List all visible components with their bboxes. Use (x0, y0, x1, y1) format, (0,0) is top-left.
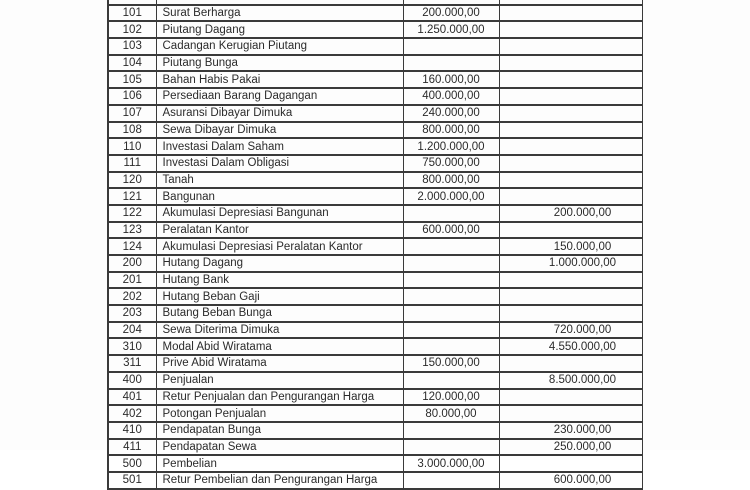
table-row (108, 88, 642, 105)
debit-amount (403, 38, 499, 55)
table-row (108, 255, 642, 272)
account-code: 401 (108, 389, 156, 406)
account-name: Bangunan (156, 188, 403, 205)
credit-amount (499, 338, 642, 355)
debit-amount (403, 71, 499, 88)
account-name: Potongan Penjualan (156, 405, 403, 422)
account-code: 310 (108, 338, 156, 355)
debit-value: 80.000,00 (425, 407, 477, 420)
credit-value: 600.000,00 (553, 474, 612, 487)
debit-value: 1.250.000,00 (417, 23, 485, 36)
debit-value: 750.000,00 (422, 157, 480, 170)
account-code: 500 (108, 455, 156, 472)
debit-amount (403, 422, 499, 439)
debit-amount (403, 5, 499, 22)
credit-amount (499, 372, 642, 389)
account-name: Penjualan (156, 372, 403, 389)
account-name: Hutang Beban Gaji (156, 288, 403, 305)
debit-amount (403, 205, 499, 222)
debit-value: 240.000,00 (422, 107, 480, 120)
debit-amount (403, 188, 499, 205)
debit-amount (403, 455, 499, 472)
debit-value: 1.200.000,00 (417, 140, 485, 153)
debit-value: 600.000,00 (422, 223, 480, 236)
credit-amount (499, 188, 642, 205)
account-code: 111 (108, 155, 156, 172)
table-row (108, 238, 642, 255)
debit-value: 2.000.000,00 (417, 190, 485, 203)
credit-value: 200.000,00 (553, 207, 612, 220)
table-row (108, 55, 642, 72)
credit-value: 250.000,00 (553, 440, 612, 453)
account-code: 501 (108, 472, 156, 489)
credit-amount (499, 288, 642, 305)
debit-amount (403, 338, 499, 355)
credit-value: 4.550.000,00 (548, 340, 617, 353)
credit-value: 8.500.000,00 (548, 374, 617, 387)
account-code: 107 (108, 105, 156, 122)
account-name: Akumulasi Depresiasi Peralatan Kantor (156, 238, 403, 255)
credit-amount (499, 138, 642, 155)
account-name: Asuransi Dibayar Dimuka (156, 105, 403, 122)
table-row (108, 355, 642, 372)
debit-amount (403, 172, 499, 189)
account-code: 202 (108, 288, 156, 305)
table-row (108, 138, 642, 155)
debit-amount (403, 138, 499, 155)
account-name: Bahan Habis Pakai (156, 71, 403, 88)
table-row (108, 222, 642, 239)
account-name: Peralatan Kantor (156, 222, 403, 239)
account-name: Pendapatan Sewa (156, 439, 403, 456)
account-code: 204 (108, 322, 156, 339)
credit-amount (499, 389, 642, 406)
debit-amount (403, 105, 499, 122)
account-name: Pendapatan Bunga (156, 422, 403, 439)
debit-value: 400.000,00 (422, 90, 480, 103)
debit-amount (403, 122, 499, 139)
table-row (108, 172, 642, 189)
credit-amount (499, 255, 642, 272)
debit-amount (403, 439, 499, 456)
debit-amount (403, 389, 499, 406)
account-code: 411 (108, 439, 156, 456)
credit-amount (499, 5, 642, 22)
credit-amount (499, 422, 642, 439)
debit-amount (403, 472, 499, 489)
account-name: Retur Penjualan dan Pengurangan Harga (156, 389, 403, 406)
table-row (108, 288, 642, 305)
credit-amount (499, 472, 642, 489)
account-name: Investasi Dalam Saham (156, 138, 403, 155)
debit-amount (403, 305, 499, 322)
credit-amount (499, 322, 642, 339)
table-row (108, 155, 642, 172)
debit-amount (403, 238, 499, 255)
table-row (108, 305, 642, 322)
table-row (108, 105, 642, 122)
debit-amount (403, 21, 499, 38)
account-code: 105 (108, 71, 156, 88)
ledger-body (108, 0, 642, 489)
account-code: 123 (108, 222, 156, 239)
account-code: 102 (108, 21, 156, 38)
debit-amount (403, 372, 499, 389)
debit-amount (403, 272, 499, 289)
account-name: Akumulasi Depresiasi Bangunan (156, 205, 403, 222)
account-name: Cadangan Kerugian Piutang (156, 38, 403, 55)
table-row (108, 205, 642, 222)
table-row (108, 188, 642, 205)
table-row (108, 71, 642, 88)
account-name: Retur Pembelian dan Pengurangan Harga (156, 472, 403, 489)
table-row (108, 439, 642, 456)
account-code: 110 (108, 138, 156, 155)
account-code: 101 (108, 5, 156, 22)
account-code: 124 (108, 238, 156, 255)
credit-amount (499, 305, 642, 322)
credit-amount (499, 405, 642, 422)
debit-amount (403, 355, 499, 372)
debit-value: 3.000.000,00 (417, 457, 485, 470)
credit-amount (499, 238, 642, 255)
credit-amount (499, 272, 642, 289)
credit-amount (499, 205, 642, 222)
account-name: Surat Berharga (156, 5, 403, 22)
debit-value: 150.000,00 (422, 357, 480, 370)
table-row (108, 372, 642, 389)
debit-value: 800.000,00 (422, 173, 480, 186)
table-row (108, 405, 642, 422)
account-name: Piutang Dagang (156, 21, 403, 38)
debit-amount (403, 255, 499, 272)
account-name: Hutang Dagang (156, 255, 403, 272)
account-name: Modal Abid Wiratama (156, 338, 403, 355)
account-code: 121 (108, 188, 156, 205)
account-code: 200 (108, 255, 156, 272)
credit-amount (499, 105, 642, 122)
table-row (108, 455, 642, 472)
credit-amount (499, 355, 642, 372)
credit-amount (499, 455, 642, 472)
account-code: 108 (108, 122, 156, 139)
table-row (108, 472, 642, 489)
debit-value: 200.000,00 (422, 7, 480, 20)
account-code: 410 (108, 422, 156, 439)
account-name: Piutang Bunga (156, 55, 403, 72)
debit-amount (403, 155, 499, 172)
account-name: Hutang Bank (156, 272, 403, 289)
credit-value: 150.000,00 (553, 240, 612, 253)
table-row (108, 21, 642, 38)
account-code: 122 (108, 205, 156, 222)
account-name: Sewa Diterima Dimuka (156, 322, 403, 339)
account-code: 201 (108, 272, 156, 289)
debit-amount (403, 322, 499, 339)
account-name: Tanah (156, 172, 403, 189)
debit-amount (403, 405, 499, 422)
credit-value: 230.000,00 (553, 424, 612, 437)
account-code: 402 (108, 405, 156, 422)
debit-amount (403, 288, 499, 305)
account-code: 104 (108, 55, 156, 72)
debit-amount (403, 55, 499, 72)
credit-amount (499, 439, 642, 456)
credit-amount (499, 88, 642, 105)
credit-amount (499, 155, 642, 172)
account-name: Prive Abid Wiratama (156, 355, 403, 372)
credit-value: 1.000.000,00 (548, 257, 617, 270)
debit-value: 120.000,00 (422, 390, 480, 403)
credit-amount (499, 172, 642, 189)
account-code: 106 (108, 88, 156, 105)
table-row (108, 422, 642, 439)
credit-amount (499, 21, 642, 38)
table-row (108, 272, 642, 289)
account-code: 203 (108, 305, 156, 322)
account-name: Butang Beban Bunga (156, 305, 403, 322)
debit-value: 160.000,00 (422, 73, 480, 86)
table-row (108, 38, 642, 55)
credit-amount (499, 55, 642, 72)
debit-value: 800.000,00 (422, 123, 480, 136)
trial-balance-table (107, 0, 643, 490)
account-code: 400 (108, 372, 156, 389)
account-name: Sewa Dibayar Dimuka (156, 122, 403, 139)
credit-amount (499, 122, 642, 139)
table-row (108, 122, 642, 139)
debit-amount (403, 88, 499, 105)
table-row (108, 5, 642, 22)
table-row (108, 338, 642, 355)
debit-amount (403, 222, 499, 239)
account-name: Pembelian (156, 455, 403, 472)
table-row (108, 389, 642, 406)
account-code: 120 (108, 172, 156, 189)
account-code: 103 (108, 38, 156, 55)
credit-value: 720.000,00 (553, 324, 612, 337)
credit-amount (499, 38, 642, 55)
table-row (108, 322, 642, 339)
account-name: Persediaan Barang Dagangan (156, 88, 403, 105)
credit-amount (499, 222, 642, 239)
credit-amount (499, 71, 642, 88)
account-name: Investasi Dalam Obligasi (156, 155, 403, 172)
account-code: 311 (108, 355, 156, 372)
